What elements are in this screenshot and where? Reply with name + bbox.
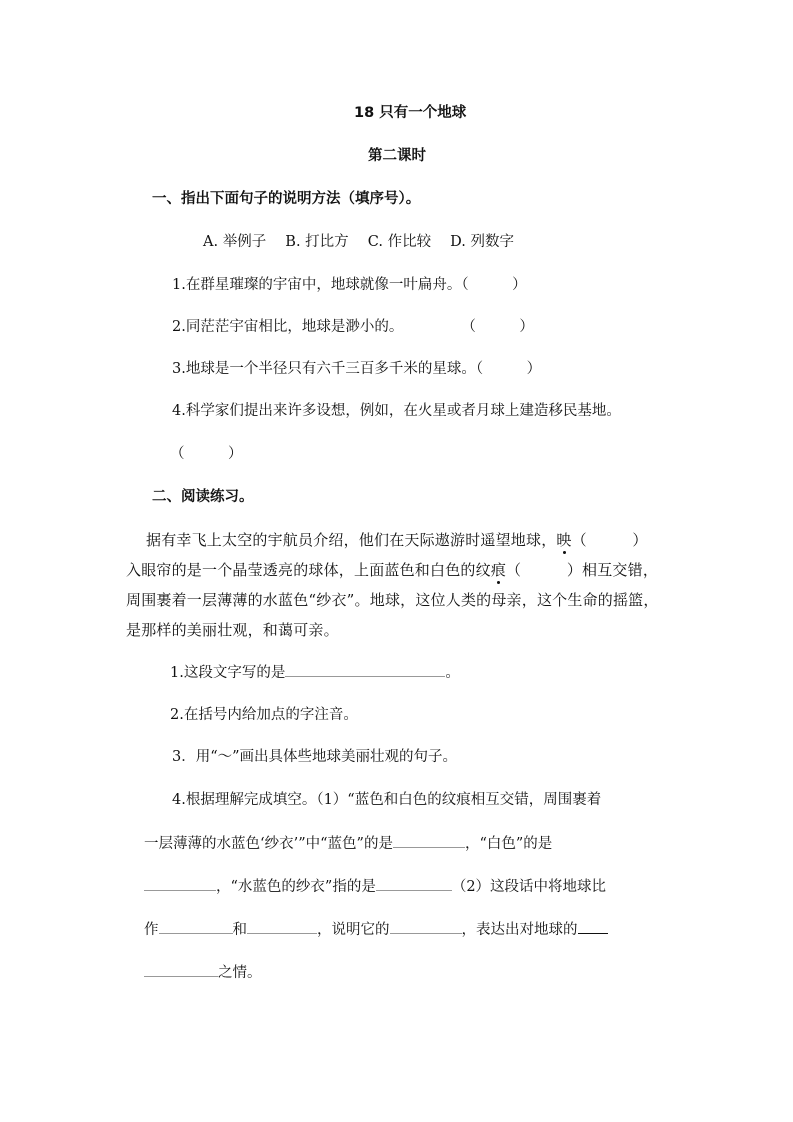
reading-question-4-line-3 bbox=[144, 876, 606, 897]
question-4: 4.科学家们提出来许多设想，例如，在火星或者月球上建造移民基地。 bbox=[172, 403, 621, 419]
passage-text: 据有幸飞上太空的宇航员介绍，他们在天际遨游时遥望地球， bbox=[146, 531, 557, 549]
question-3: 3.地球是一个半径只有六千三百多千米的星球。（ ） bbox=[172, 361, 542, 377]
passage-text: 入眼帘的是一个晶莹透亮的球体，上面蓝色和白色的纹 bbox=[126, 561, 491, 579]
answer-blank[interactable] bbox=[376, 876, 452, 891]
reading-question-4-line-5 bbox=[144, 962, 262, 983]
method-options: A. 举例子 B. 打比方 C. 作比较 D. 列数字 bbox=[203, 234, 515, 250]
page-title: 18 只有一个地球 bbox=[354, 105, 467, 121]
answer-blank[interactable] bbox=[578, 919, 608, 934]
question-text: 。 bbox=[445, 665, 460, 681]
question-text: ，“水蓝色的纱衣”指的是 bbox=[216, 879, 376, 895]
question-text: 之情。 bbox=[218, 965, 262, 981]
question-text: ，“白色”的是 bbox=[464, 836, 553, 852]
pinyin-blank: （ ） bbox=[571, 531, 648, 549]
answer-blank[interactable] bbox=[393, 833, 465, 848]
answer-blank[interactable] bbox=[247, 919, 317, 934]
question-text: 1.这段文字写的是 bbox=[170, 665, 286, 681]
answer-blank[interactable] bbox=[285, 662, 445, 677]
answer-blank[interactable] bbox=[144, 962, 218, 977]
reading-question-3: 3．用“～”画出具体些地球美丽壮观的句子。 bbox=[172, 749, 458, 765]
reading-question-2: 2.在括号内给加点的字注音。 bbox=[170, 707, 358, 723]
question-2: 2.同茫茫宇宙相比，地球是渺小的。 （ ） bbox=[172, 319, 534, 335]
question-text: 一层薄薄的水蓝色‘纱衣’”中“蓝色”的是 bbox=[144, 836, 393, 852]
answer-blank[interactable] bbox=[390, 919, 462, 934]
reading-question-4-line-4 bbox=[144, 919, 608, 940]
question-4-answer: （ ） bbox=[170, 446, 243, 462]
passage-line-1 bbox=[146, 530, 648, 550]
passage-line-2 bbox=[126, 560, 658, 580]
reading-question-4-line-2 bbox=[144, 833, 552, 854]
question-text: ，说明它的 bbox=[317, 922, 390, 938]
passage-line-4: 是那样的美丽壮观，和蔼可亲。 bbox=[126, 621, 339, 639]
question-text: 作 bbox=[144, 922, 159, 938]
page-subtitle: 第二课时 bbox=[368, 148, 426, 164]
passage-text: （ ）相互交错， bbox=[506, 561, 659, 579]
reading-question-4-line-1: 4.根据理解完成填空。（1）“蓝色和白色的纹痕相互交错，周围裹着 bbox=[172, 792, 602, 808]
answer-blank[interactable] bbox=[159, 919, 233, 934]
question-text: （2）这段话中将地球比 bbox=[451, 879, 607, 895]
question-text: 和 bbox=[232, 922, 247, 938]
answer-blank[interactable] bbox=[144, 876, 216, 891]
dotted-char: 痕 bbox=[490, 561, 507, 579]
section1-heading: 一、指出下面句子的说明方法（填序号）。 bbox=[152, 191, 421, 207]
passage-line-3: 周围裹着一层薄薄的水蓝色“纱衣”。地球，这位人类的母亲，这个生命的摇篮， bbox=[126, 591, 659, 609]
question-1: 1.在群星璀璨的宇宙中，地球就像一叶扁舟。（ ） bbox=[172, 277, 527, 293]
dotted-char: 映 bbox=[556, 531, 572, 549]
question-text: ，表达出对地球的 bbox=[461, 922, 578, 938]
reading-question-1 bbox=[170, 662, 460, 683]
section2-heading: 二、阅读练习。 bbox=[152, 489, 254, 505]
